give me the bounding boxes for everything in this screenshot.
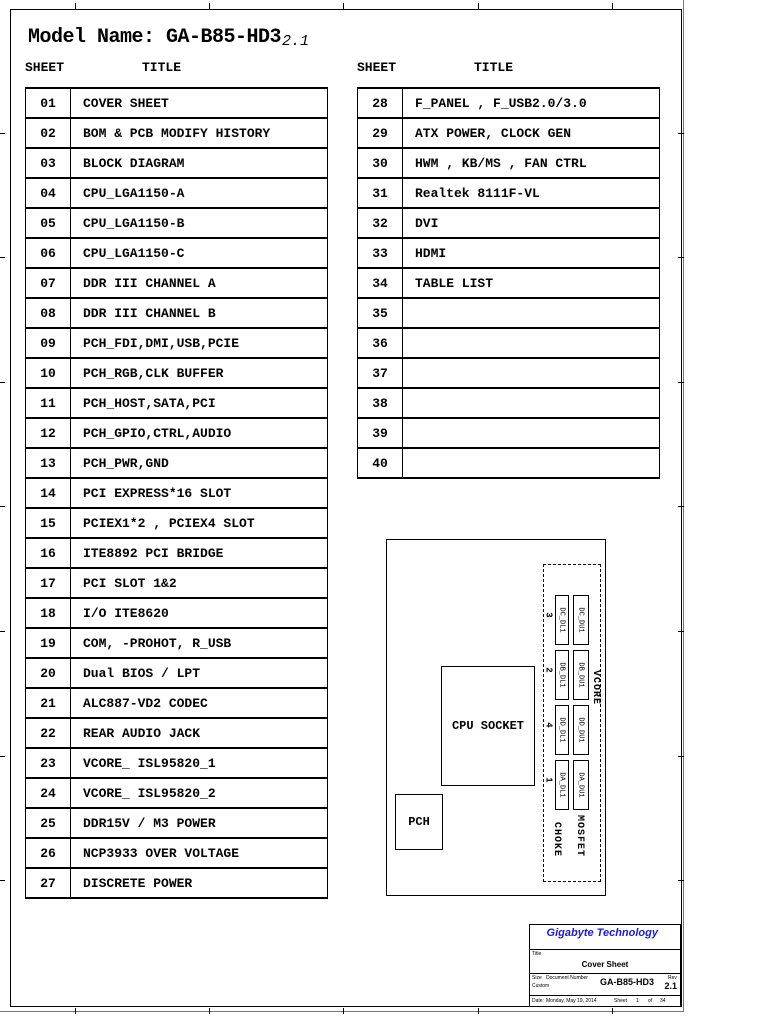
sheet-number-cell: 15 xyxy=(26,508,71,538)
sheet-row xyxy=(358,358,660,388)
border-tick xyxy=(0,382,5,383)
sheet-number-cell: 24 xyxy=(26,778,71,808)
sheet-number-cell: 34 xyxy=(358,268,403,298)
sheet-number-cell: 14 xyxy=(26,478,71,508)
sheet-title-cell: Dual BIOS / LPT xyxy=(71,658,328,688)
sheet-row xyxy=(26,568,328,598)
sheet-row xyxy=(26,328,328,358)
border-tick xyxy=(0,133,5,134)
size-value: Custom xyxy=(532,983,550,989)
sheet-title-cell: DDR15V / M3 POWER xyxy=(71,808,328,838)
sheet-title-cell: PCH_RGB,CLK BUFFER xyxy=(71,358,328,388)
sheet-row xyxy=(358,208,660,238)
mosfet-1: DA_DU1 xyxy=(573,760,589,810)
sheet-number-cell: 25 xyxy=(26,808,71,838)
sheet-row xyxy=(358,148,660,178)
sheet-title-cell: F_PANEL , F_USB2.0/3.0 xyxy=(403,88,660,118)
border-tick xyxy=(209,3,210,9)
border-tick xyxy=(678,756,684,757)
sheet-row xyxy=(26,148,328,178)
sheet-row xyxy=(26,868,328,898)
sheet-title-cell xyxy=(403,388,660,418)
border-tick xyxy=(0,756,5,757)
sheet-title-cell: PCIEX1*2 , PCIEX4 SLOT xyxy=(71,508,328,538)
sheet-title-cell xyxy=(403,298,660,328)
border-tick xyxy=(678,506,684,507)
sheet-title-cell: REAR AUDIO JACK xyxy=(71,718,328,748)
sheet-row xyxy=(26,598,328,628)
sheet-number-cell: 32 xyxy=(358,208,403,238)
mosfet-4: DD_DU1 xyxy=(573,705,589,755)
title-header-left: TITLE xyxy=(142,60,182,75)
sheet-title-cell xyxy=(403,358,660,388)
sheet-number-cell: 08 xyxy=(26,298,71,328)
sheet-number-cell: 04 xyxy=(26,178,71,208)
sheet-title-cell: HDMI xyxy=(403,238,660,268)
sheet-number-cell: 05 xyxy=(26,208,71,238)
sheet-row xyxy=(26,448,328,478)
sheet-number-cell: 35 xyxy=(358,298,403,328)
sheet-title-cell: CPU_LGA1150-A xyxy=(71,178,328,208)
sheet-title-cell: BLOCK DIAGRAM xyxy=(71,148,328,178)
border-tick xyxy=(75,1008,76,1014)
sheet-title-cell: PCH_FDI,DMI,USB,PCIE xyxy=(71,328,328,358)
border-tick xyxy=(678,631,684,632)
phase-number-3: 3 xyxy=(543,612,554,618)
sheet-row xyxy=(26,388,328,418)
sheet-number-cell: 01 xyxy=(26,88,71,118)
sheet-title-cell: VCORE_ ISL95820_2 xyxy=(71,778,328,808)
sheet-row xyxy=(26,808,328,838)
document-number: GA-B85-HD3 xyxy=(600,977,655,987)
sheet-title-cell xyxy=(403,448,660,478)
sheet-table-left xyxy=(25,87,328,899)
sheet-row xyxy=(26,508,328,538)
title-block xyxy=(529,924,681,1007)
border-tick xyxy=(612,1008,613,1014)
sheet-title-cell: BOM & PCB MODIFY HISTORY xyxy=(71,118,328,148)
sheet-title-cell: PCH_PWR,GND xyxy=(71,448,328,478)
sheet-title-cell xyxy=(403,418,660,448)
border-tick xyxy=(678,257,684,258)
sheet-table-right xyxy=(357,87,660,479)
model-name: Model Name: GA-B85-HD3 xyxy=(28,26,282,49)
sheet-number-cell: 19 xyxy=(26,628,71,658)
sheet-row xyxy=(26,88,328,118)
sheet-number-cell: 13 xyxy=(26,448,71,478)
title-header-right: TITLE xyxy=(474,60,514,75)
board-layout-diagram xyxy=(386,539,606,896)
phase-number-4: 4 xyxy=(543,722,554,728)
sheet-row xyxy=(358,238,660,268)
border-tick xyxy=(678,382,684,383)
sheet-number-cell: 27 xyxy=(26,868,71,898)
sheet-title-cell: PCH_HOST,SATA,PCI xyxy=(71,388,328,418)
mosfet-label: MOSFET xyxy=(574,815,585,858)
sheet-row xyxy=(26,268,328,298)
sheet-number-cell: 17 xyxy=(26,568,71,598)
sheet-row xyxy=(358,268,660,298)
sheet-number-cell: 06 xyxy=(26,238,71,268)
sheet-number-cell: 03 xyxy=(26,148,71,178)
sheet-number-cell: 31 xyxy=(358,178,403,208)
sheet-number-cell: 10 xyxy=(26,358,71,388)
sheet-total: 34 xyxy=(660,998,666,1004)
sheet-number-cell: 36 xyxy=(358,328,403,358)
sheet-number-cell: 18 xyxy=(26,598,71,628)
sheet-row xyxy=(26,658,328,688)
sheet-title-cell xyxy=(403,328,660,358)
rev-label: Rev xyxy=(668,975,677,981)
border-tick xyxy=(343,3,344,9)
sheet-title-cell: VCORE_ ISL95820_1 xyxy=(71,748,328,778)
sheet-row xyxy=(358,448,660,478)
sheet-header-left: SHEET xyxy=(25,60,65,75)
border-tick xyxy=(75,3,76,9)
company-name: Gigabyte Technology xyxy=(546,927,658,939)
sheet-number-cell: 02 xyxy=(26,118,71,148)
sheet-title-cell: DVI xyxy=(403,208,660,238)
sheet-row xyxy=(358,88,660,118)
border-tick xyxy=(678,133,684,134)
sheet-title-cell: PCH_GPIO,CTRL,AUDIO xyxy=(71,418,328,448)
sheet-row xyxy=(26,358,328,388)
phase-number-2: 2 xyxy=(543,667,554,673)
phase-number-1: 1 xyxy=(543,777,554,783)
sheet-title-cell: COM, -PROHOT, R_USB xyxy=(71,628,328,658)
border-tick xyxy=(0,880,5,881)
sheet-number-cell: 33 xyxy=(358,238,403,268)
mosfet-2: DB_DU1 xyxy=(573,650,589,700)
sheet-title-cell: PCI SLOT 1&2 xyxy=(71,568,328,598)
sheet-row xyxy=(26,478,328,508)
sheet-title-cell: HWM , KB/MS , FAN CTRL xyxy=(403,148,660,178)
sheet-row xyxy=(358,418,660,448)
sheet-number-cell: 20 xyxy=(26,658,71,688)
border-tick xyxy=(0,631,5,632)
size-label: Size xyxy=(532,975,542,981)
title-label: Title xyxy=(532,951,542,957)
border-tick xyxy=(209,1008,210,1014)
sheet-number-cell: 11 xyxy=(26,388,71,418)
choke-4: DD_DL1 xyxy=(555,705,569,755)
of-label: of xyxy=(648,998,653,1004)
sheet-title-cell: COVER SHEET xyxy=(71,88,328,118)
rev-value: 2.1 xyxy=(664,981,677,991)
choke-label: CHOKE xyxy=(551,822,562,858)
sheet-row xyxy=(26,538,328,568)
sheet-row xyxy=(26,718,328,748)
sheet-number-cell: 21 xyxy=(26,688,71,718)
sheet-title-cell: ITE8892 PCI BRIDGE xyxy=(71,538,328,568)
border-tick xyxy=(678,880,684,881)
choke-2: DB_DL1 xyxy=(555,650,569,700)
sheet-number-cell: 37 xyxy=(358,358,403,388)
pch-block: PCH xyxy=(395,794,443,850)
sheet-number-cell: 23 xyxy=(26,748,71,778)
mosfet-3: DC_DU1 xyxy=(573,595,589,645)
sheet-title-cell: ATX POWER, CLOCK GEN xyxy=(403,118,660,148)
sheet-title-cell: I/O ITE8620 xyxy=(71,598,328,628)
docnum-label: Document Number xyxy=(546,975,588,981)
sheet-title-cell: TABLE LIST xyxy=(403,268,660,298)
sheet-row xyxy=(26,628,328,658)
sheet-title-cell: NCP3933 OVER VOLTAGE xyxy=(71,838,328,868)
sheet-number-cell: 30 xyxy=(358,148,403,178)
sheet-row xyxy=(26,688,328,718)
sheet-number-cell: 39 xyxy=(358,418,403,448)
sheet-row xyxy=(358,178,660,208)
sheet-row xyxy=(26,208,328,238)
border-tick xyxy=(478,3,479,9)
sheet-number-cell: 09 xyxy=(26,328,71,358)
cpu-socket: CPU SOCKET xyxy=(441,666,535,786)
choke-1: DA_DL1 xyxy=(555,760,569,810)
sheet-row xyxy=(358,118,660,148)
sheet-number-cell: 26 xyxy=(26,838,71,868)
sheet-row xyxy=(26,238,328,268)
sheet-number-cell: 12 xyxy=(26,418,71,448)
sheet-number-cell: 07 xyxy=(26,268,71,298)
sheet-number-cell: 22 xyxy=(26,718,71,748)
sheet-title-cell: ALC887-VD2 CODEC xyxy=(71,688,328,718)
sheet-title-cell: DDR III CHANNEL B xyxy=(71,298,328,328)
sheet-row xyxy=(26,418,328,448)
border-tick xyxy=(612,3,613,9)
sheet-title-cell: CPU_LGA1150-C xyxy=(71,238,328,268)
border-tick xyxy=(0,257,5,258)
sheet-row xyxy=(26,838,328,868)
date-value: Monday, May 19, 2014 xyxy=(546,998,597,1004)
sheet-row xyxy=(26,298,328,328)
sheet-number-cell: 38 xyxy=(358,388,403,418)
sheet-row xyxy=(358,388,660,418)
date-label: Date: xyxy=(532,998,544,1004)
sheet-row xyxy=(26,748,328,778)
sheet-title-cell: Realtek 8111F-VL xyxy=(403,178,660,208)
sheet-title-cell: CPU_LGA1150-B xyxy=(71,208,328,238)
sheet-number-cell: 16 xyxy=(26,538,71,568)
sheet-row xyxy=(358,328,660,358)
vcore-label: VCORE xyxy=(590,670,601,706)
sheet-number-cell: 28 xyxy=(358,88,403,118)
sheet-row xyxy=(26,778,328,808)
sheet-number-cell: 29 xyxy=(358,118,403,148)
revision: 2.1 xyxy=(282,33,310,50)
sheet-title-cell: DDR III CHANNEL A xyxy=(71,268,328,298)
sheet-row xyxy=(26,178,328,208)
sheet-name: Cover Sheet xyxy=(581,960,629,969)
border-tick xyxy=(0,506,5,507)
border-tick xyxy=(478,1008,479,1014)
sheet-row xyxy=(26,118,328,148)
sheet-header-right: SHEET xyxy=(357,60,397,75)
sheet-title-cell: PCI EXPRESS*16 SLOT xyxy=(71,478,328,508)
sheet-number-cell: 40 xyxy=(358,448,403,478)
sheet-title-cell: DISCRETE POWER xyxy=(71,868,328,898)
sheet-row xyxy=(358,298,660,328)
sheet-label: Sheet xyxy=(614,998,628,1004)
border-tick xyxy=(343,1008,344,1014)
sheet-number: 1 xyxy=(636,998,639,1004)
choke-3: DC_DL1 xyxy=(555,595,569,645)
